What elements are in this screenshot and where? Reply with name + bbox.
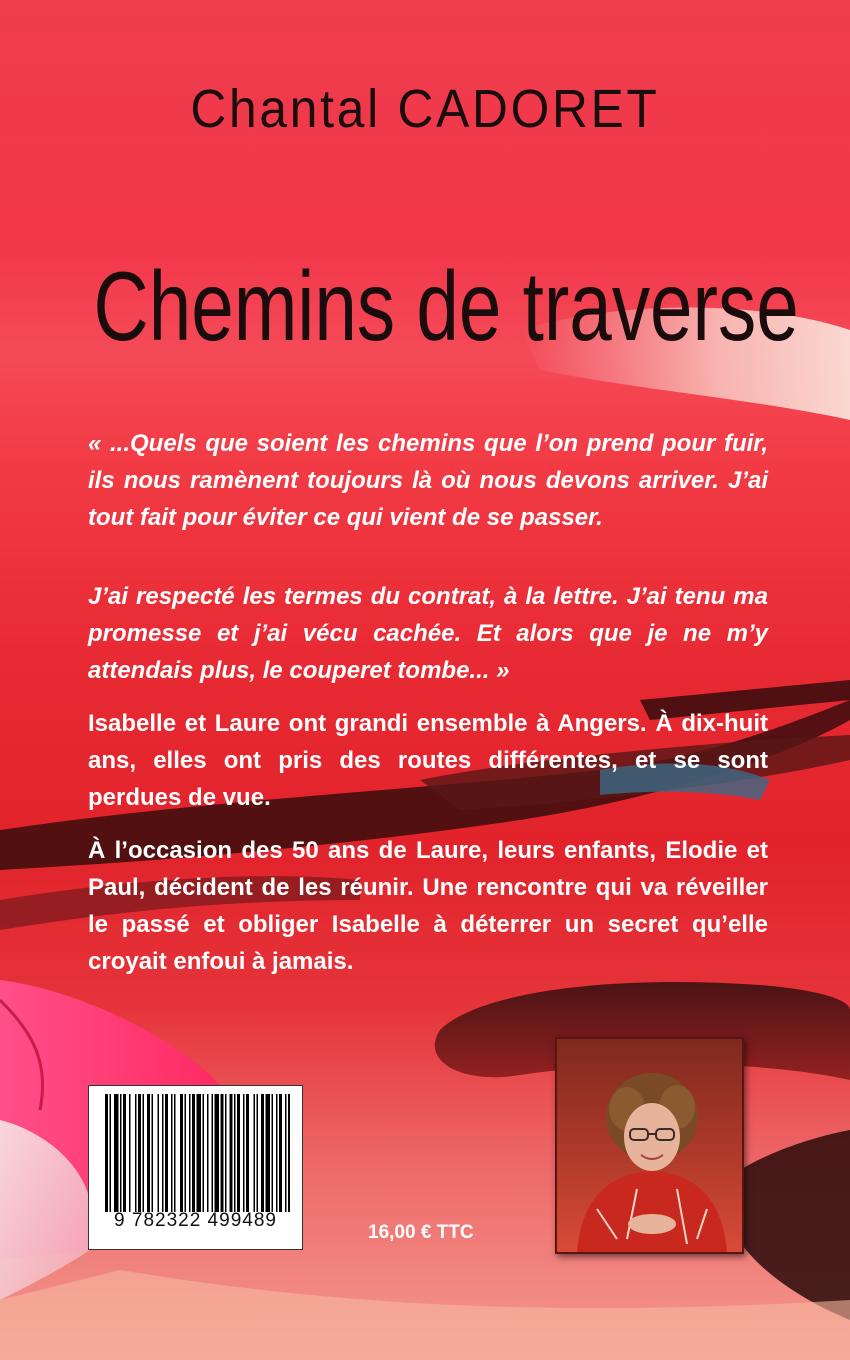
- barcode-bar: [225, 1094, 227, 1212]
- barcode-bar: [147, 1094, 150, 1212]
- barcode-bar: [138, 1094, 141, 1212]
- barcode-bar: [212, 1094, 214, 1212]
- barcode-bar: [129, 1094, 131, 1212]
- summary-paragraph-2: À l’occasion des 50 ans de Laure, leurs enfants, Elodie et Paul, décident de les réunir. Une rencontre qui va réveiller le passé et obliger Isabelle à déterrer un secret qu’elle croyait enfoui à jamais.: [88, 837, 768, 975]
- barcode-bar: [185, 1094, 187, 1212]
- barcode-bars: [105, 1094, 290, 1212]
- barcode-bar: [143, 1094, 145, 1212]
- barcode-bar: [266, 1094, 271, 1212]
- barcode-bar: [279, 1094, 282, 1212]
- quote-paragraph-2: J’ai respecté les termes du contrat, à la lettre. J’ai tenu ma promesse et j’ai vécu cachée. Et alors que je ne m’y attendais plus, le couperet tombe... »: [88, 583, 768, 684]
- barcode-bar: [158, 1094, 160, 1212]
- isbn-barcode: [88, 1085, 303, 1250]
- author-photo: [555, 1037, 744, 1254]
- barcode-bar: [276, 1094, 278, 1212]
- barcode-bar: [192, 1094, 195, 1212]
- barcode-bar: [288, 1094, 290, 1212]
- barcode-bar: [123, 1094, 126, 1212]
- author-name: Chantal CADORET: [190, 79, 660, 139]
- barcode-bar: [285, 1094, 287, 1212]
- barcode-bar: [257, 1094, 259, 1212]
- summary-paragraph-1: Isabelle et Laure ont grandi ensemble à Angers. À dix-huit ans, elles ont pris des routes différentes, et se sont perdues de vue.: [88, 710, 768, 811]
- barcode-bar: [105, 1094, 108, 1212]
- barcode-bar: [261, 1094, 264, 1212]
- isbn-number: 9 782322 499489: [114, 1210, 277, 1231]
- barcode-bar: [254, 1094, 256, 1212]
- barcode-bar: [203, 1094, 205, 1212]
- barcode-bar: [234, 1094, 236, 1212]
- barcode-bar: [197, 1094, 202, 1212]
- barcode-bar: [152, 1094, 154, 1212]
- barcode-bar: [207, 1094, 209, 1212]
- barcode-bar: [120, 1094, 122, 1212]
- barcode-bar: [110, 1094, 112, 1212]
- price-label: 16,00 € TTC: [368, 1222, 474, 1243]
- barcode-bar: [215, 1094, 220, 1212]
- barcode-bar: [171, 1094, 173, 1212]
- book-title: Chemins de traverse: [93, 251, 799, 361]
- barcode-bar: [272, 1094, 274, 1212]
- barcode-bar: [135, 1094, 137, 1212]
- barcode-bar: [237, 1094, 240, 1212]
- barcode-bar: [221, 1094, 224, 1212]
- barcode-bar: [243, 1094, 245, 1212]
- barcode-bar: [162, 1094, 164, 1212]
- barcode-bar: [189, 1094, 191, 1212]
- author-portrait-illustration: [557, 1039, 742, 1252]
- barcode-bar: [246, 1094, 249, 1212]
- barcode-bar: [230, 1094, 233, 1212]
- quote-paragraph-1: « ...Quels que soient les chemins que l’on prend pour fuir, ils nous ramènent toujours là où nous devons arriver. J’ai tout fait pour éviter ce qui vient de se passer.: [88, 430, 768, 531]
- barcode-bar: [180, 1094, 183, 1212]
- barcode-bar: [165, 1094, 168, 1212]
- barcode-bar: [114, 1094, 119, 1212]
- barcode-bar: [174, 1094, 176, 1212]
